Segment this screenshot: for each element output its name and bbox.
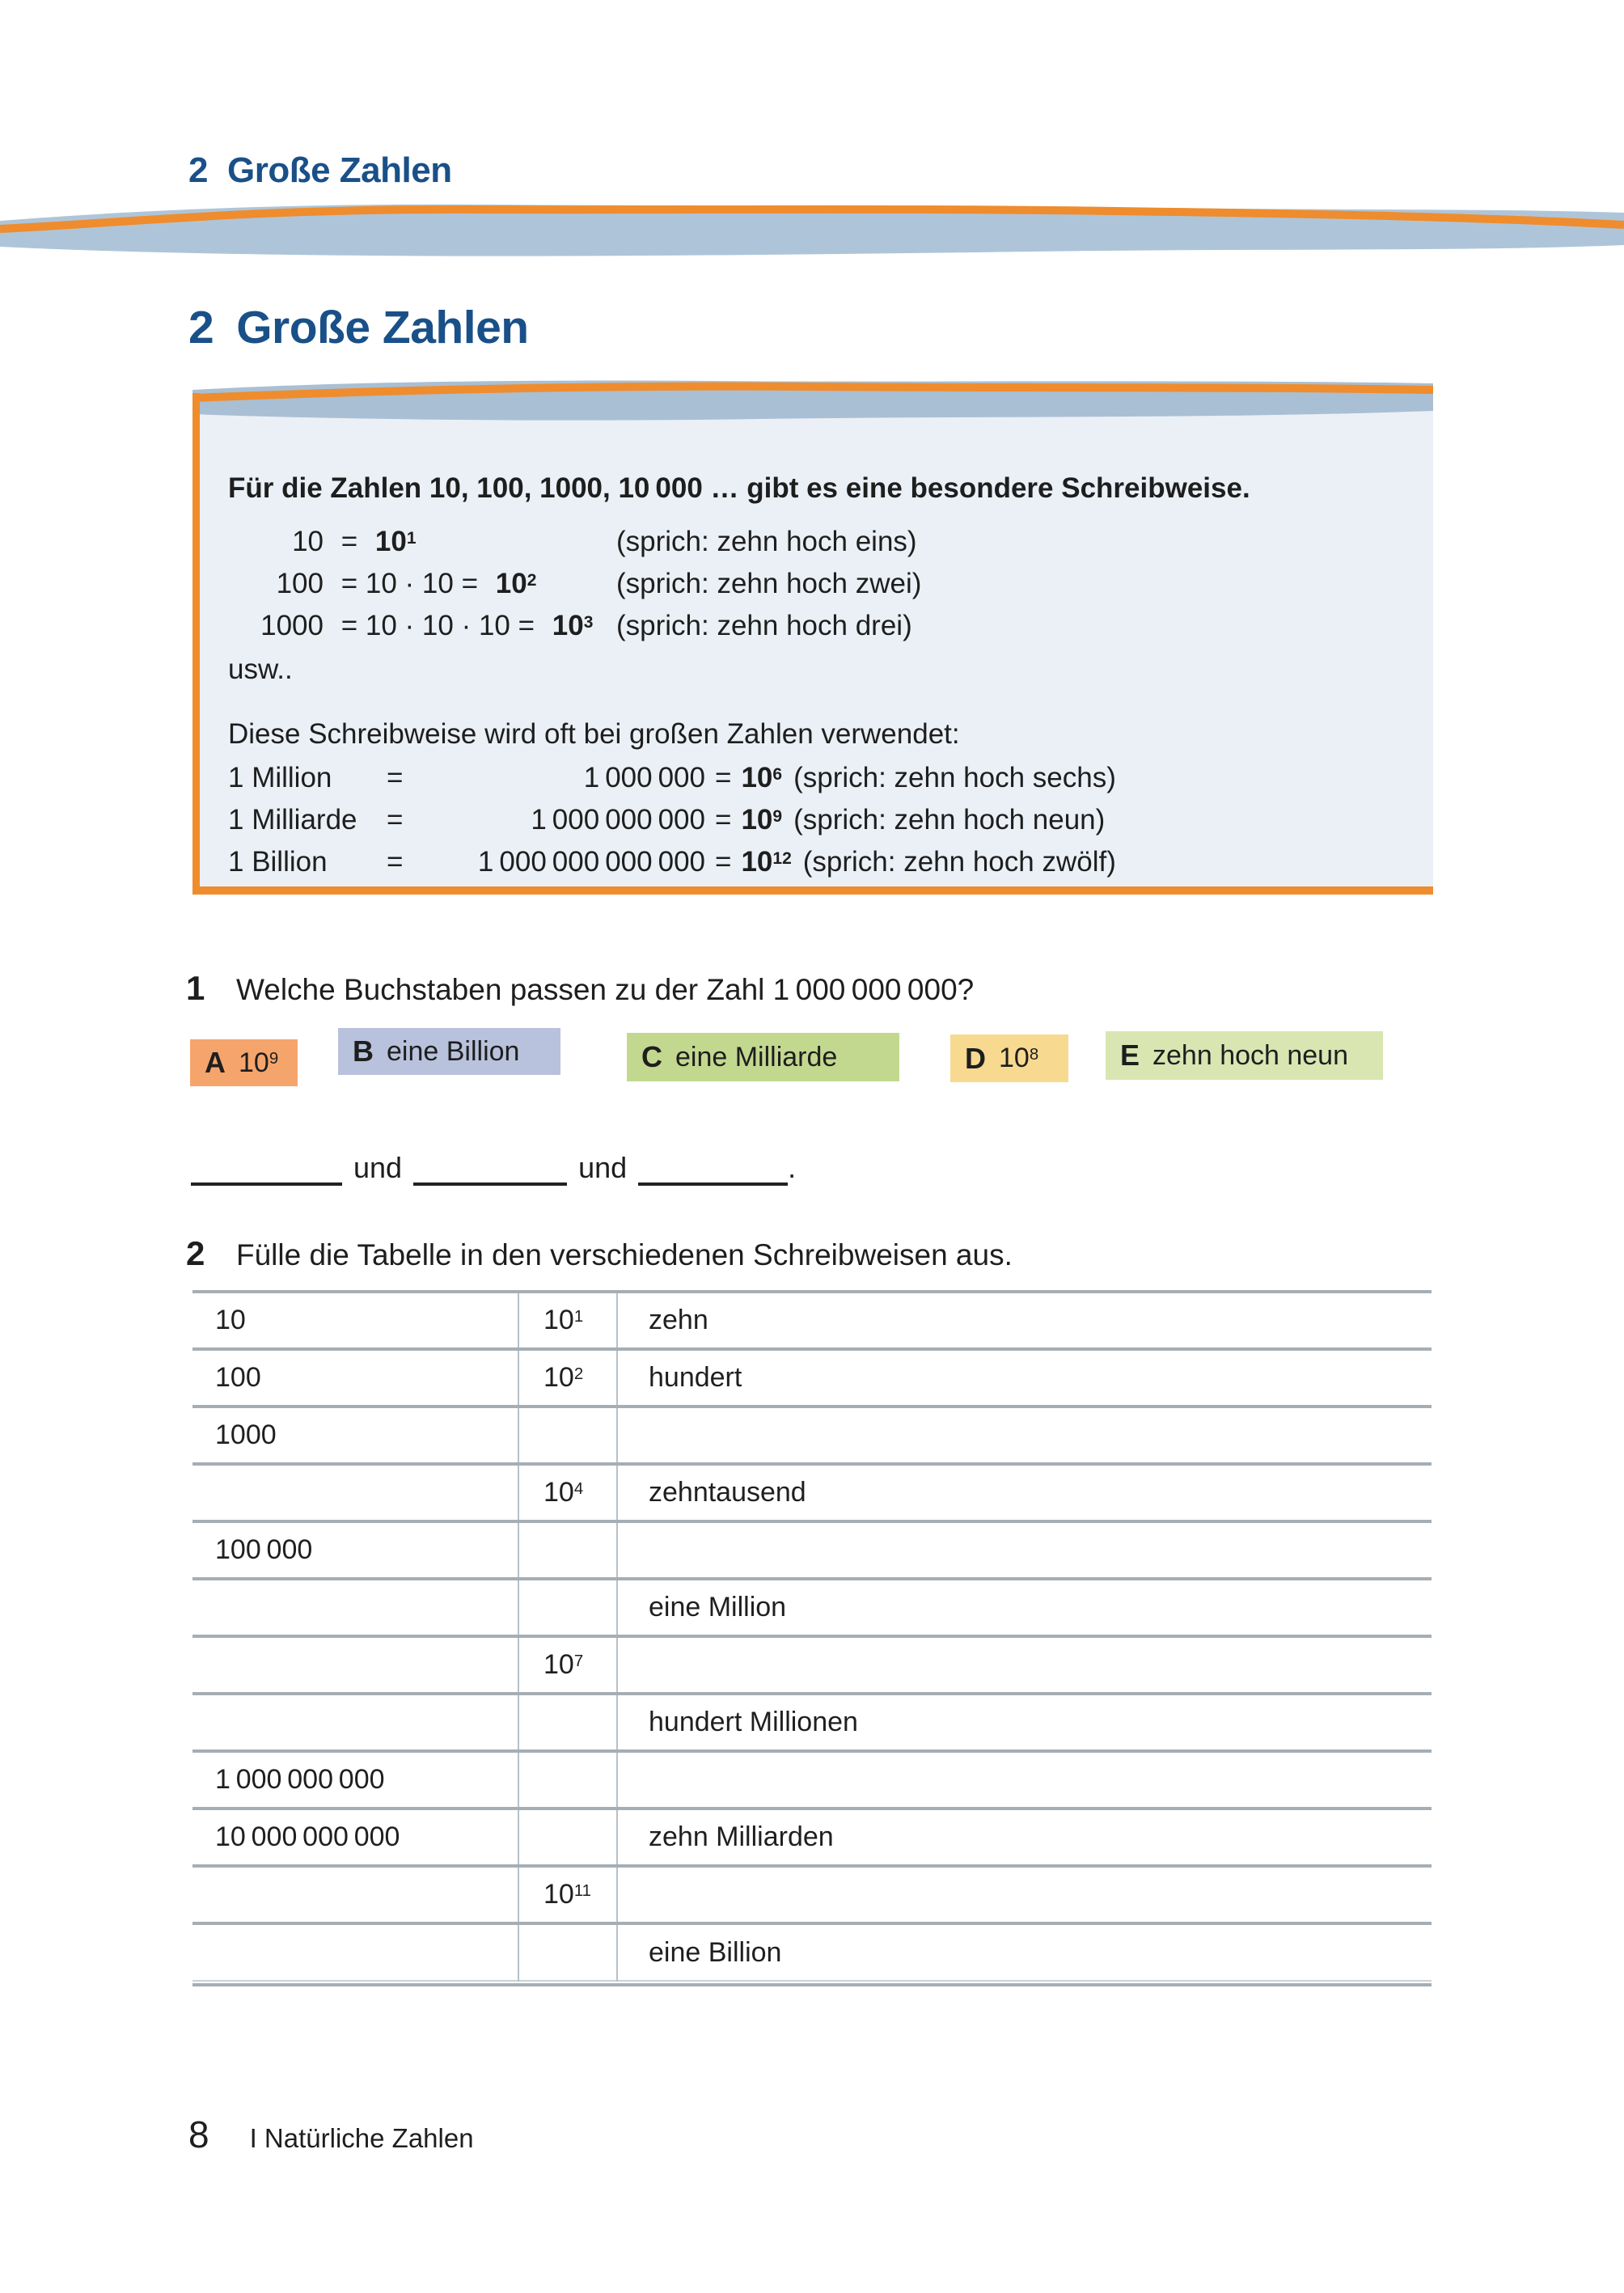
option-letter: C [641,1040,662,1073]
info-box-bottom-border [192,886,1433,895]
option-letter: B [353,1034,374,1068]
cell-number: 1000 [192,1407,518,1464]
big-number-power: $10^{12}$ [741,846,792,878]
table-row [192,1809,1432,1866]
cell-word: zehntausend [649,1477,806,1508]
decorative-wave-band [0,197,1624,269]
cell-power [518,1407,617,1464]
cell-word [617,1521,1432,1579]
cell-number [192,1636,518,1694]
option-letter: D [965,1041,986,1075]
big-number-power: $10^6$ [741,762,783,793]
cell-power [518,1579,617,1636]
cell-word: eine Million [649,1592,787,1622]
table-row [192,1923,1432,1981]
big-number-name: 1 Milliarde [228,804,357,836]
option-label: $10^9$ [239,1047,279,1078]
connector-word: und [353,1151,403,1184]
option-c [627,1033,899,1081]
info-box-left-border [192,393,200,895]
cell-power [518,1694,617,1751]
power-line-power: $10^2$ [495,568,537,599]
cell-power: $10^7$ [518,1636,617,1694]
power-line [228,605,1409,647]
answer-blank-field [191,1147,342,1186]
cell-word [617,1751,1432,1809]
power-line-spoken: (sprich: zehn hoch drei) [616,610,912,641]
cell-word: hundert Millionen [649,1707,858,1737]
big-number-spoken: (sprich: zehn hoch sechs) [793,762,1116,793]
cell-power [518,1521,617,1579]
option-label: eine Billion [387,1035,520,1067]
cell-word: zehn Milliarden [649,1821,834,1852]
cell-number [192,1694,518,1751]
big-number-spoken: (sprich: zehn hoch neun) [793,804,1106,836]
table-row [192,1407,1432,1464]
table-row [192,1694,1432,1751]
big-number-line [228,799,1409,841]
power-line-number: 1000 [260,610,324,641]
big-number-line [228,841,1409,883]
cell-number: 10 000 000 000 [192,1809,518,1866]
big-number-value: 1 000 000 000 000 [477,846,705,878]
page-title [188,301,529,354]
cell-number [192,1579,518,1636]
cell-number [192,1464,518,1521]
answer-blank-field [413,1147,567,1186]
option-e [1106,1031,1383,1080]
big-number-value: 1 000 000 000 [531,804,705,836]
power-line-expression: = [340,526,358,557]
info-box-wave-band [192,379,1433,430]
table-row [192,1464,1432,1521]
table-bottom-rule [192,1983,1432,1986]
powers-of-ten-table [192,1290,1432,1982]
option-d [950,1034,1068,1082]
cell-number [192,1866,518,1923]
exercise1-question: Welche Buchstaben passen zu der Zahl 1 000 000 000? [236,973,975,1006]
exercise2-number: 2 [186,1234,205,1272]
option-letter: A [205,1046,226,1079]
big-number-name: 1 Billion [228,846,328,878]
power-line-power: $10^1$ [374,526,417,557]
equals-sign: = [715,846,732,878]
cell-word: eine Billion [649,1936,782,1968]
table-row [192,1521,1432,1579]
equals-sign: = [715,762,732,793]
cell-number: 10 [192,1292,518,1349]
big-number-spoken: (sprich: zehn hoch zwölf) [802,846,1116,878]
info-box [192,379,1433,895]
power-line-spoken: (sprich: zehn hoch zwei) [616,568,922,599]
equals-sign: = [387,762,404,793]
option-letter: E [1120,1039,1140,1072]
cell-word: zehn [649,1305,708,1335]
page-number: 8 [188,2113,209,2156]
option-label: eine Milliarde [675,1041,838,1072]
power-line [228,563,1409,605]
power-line-number: 10 [292,526,324,557]
sentence-period: . [788,1151,797,1184]
power-line-expression: = 10 · 10 · 10 = [340,610,535,641]
power-line-number: 100 [276,568,324,599]
running-head [188,150,452,191]
cell-power: $10^1$ [518,1292,617,1349]
info-box-intro: Für die Zahlen 10, 100, 1000, 10 000 … gibt es eine besondere Schreibweise. [228,472,1250,504]
cell-power: $10^2$ [518,1349,617,1407]
table-row [192,1751,1432,1809]
cell-number: 100 [192,1349,518,1407]
table-row [192,1292,1432,1349]
cell-number [192,1923,518,1981]
running-head-number: 2 [188,150,208,190]
equals-sign: = [387,804,404,836]
cell-number: 1 000 000 000 [192,1751,518,1809]
cell-word [617,1636,1432,1694]
running-head-title: Große Zahlen [226,150,452,190]
cell-power: $10^{11}$ [518,1866,617,1923]
chapter-label: I Natürliche Zahlen [249,2123,474,2153]
cell-power [518,1751,617,1809]
option-a [190,1039,298,1086]
power-line [228,521,1409,563]
exercise2-header [186,1234,1013,1273]
big-number-name: 1 Million [228,762,332,793]
power-line-expression: = 10 · 10 = [340,568,479,599]
big-number-line [228,757,1409,799]
cell-word: hundert [649,1362,742,1393]
page-footer [188,2113,474,2156]
answer-blanks [191,1147,796,1186]
cell-power: $10^4$ [518,1464,617,1521]
cell-power [518,1923,617,1981]
big-number-power: $10^9$ [741,804,783,836]
big-numbers-intro: Diese Schreibweise wird oft bei großen Zahlen verwendet: [228,718,960,750]
cell-word [617,1866,1432,1923]
exercise2-instruction: Fülle die Tabelle in den verschiedenen Schreibweisen aus. [236,1238,1013,1271]
connector-word: und [578,1151,628,1184]
table-row [192,1349,1432,1407]
equals-sign: = [715,804,732,836]
option-label: $10^8$ [999,1043,1039,1073]
cell-power [518,1809,617,1866]
power-line-power: $10^3$ [552,610,594,641]
table-row [192,1866,1432,1923]
info-box-content [228,430,1409,883]
option-label: zehn hoch neun [1152,1039,1348,1071]
cell-word [617,1407,1432,1464]
exercise1-header [186,969,974,1008]
etc-note: usw.. [228,654,293,685]
table-row [192,1636,1432,1694]
answer-blank-field [638,1147,788,1186]
page-title-number: 2 [188,302,214,353]
power-line-spoken: (sprich: zehn hoch eins) [616,526,917,557]
equals-sign: = [387,846,404,878]
page-title-text: Große Zahlen [236,302,529,353]
big-number-value: 1 000 000 [583,762,705,793]
cell-number: 100 000 [192,1521,518,1579]
table-row [192,1579,1432,1636]
option-b [338,1028,560,1075]
exercise1-number: 1 [186,969,205,1007]
